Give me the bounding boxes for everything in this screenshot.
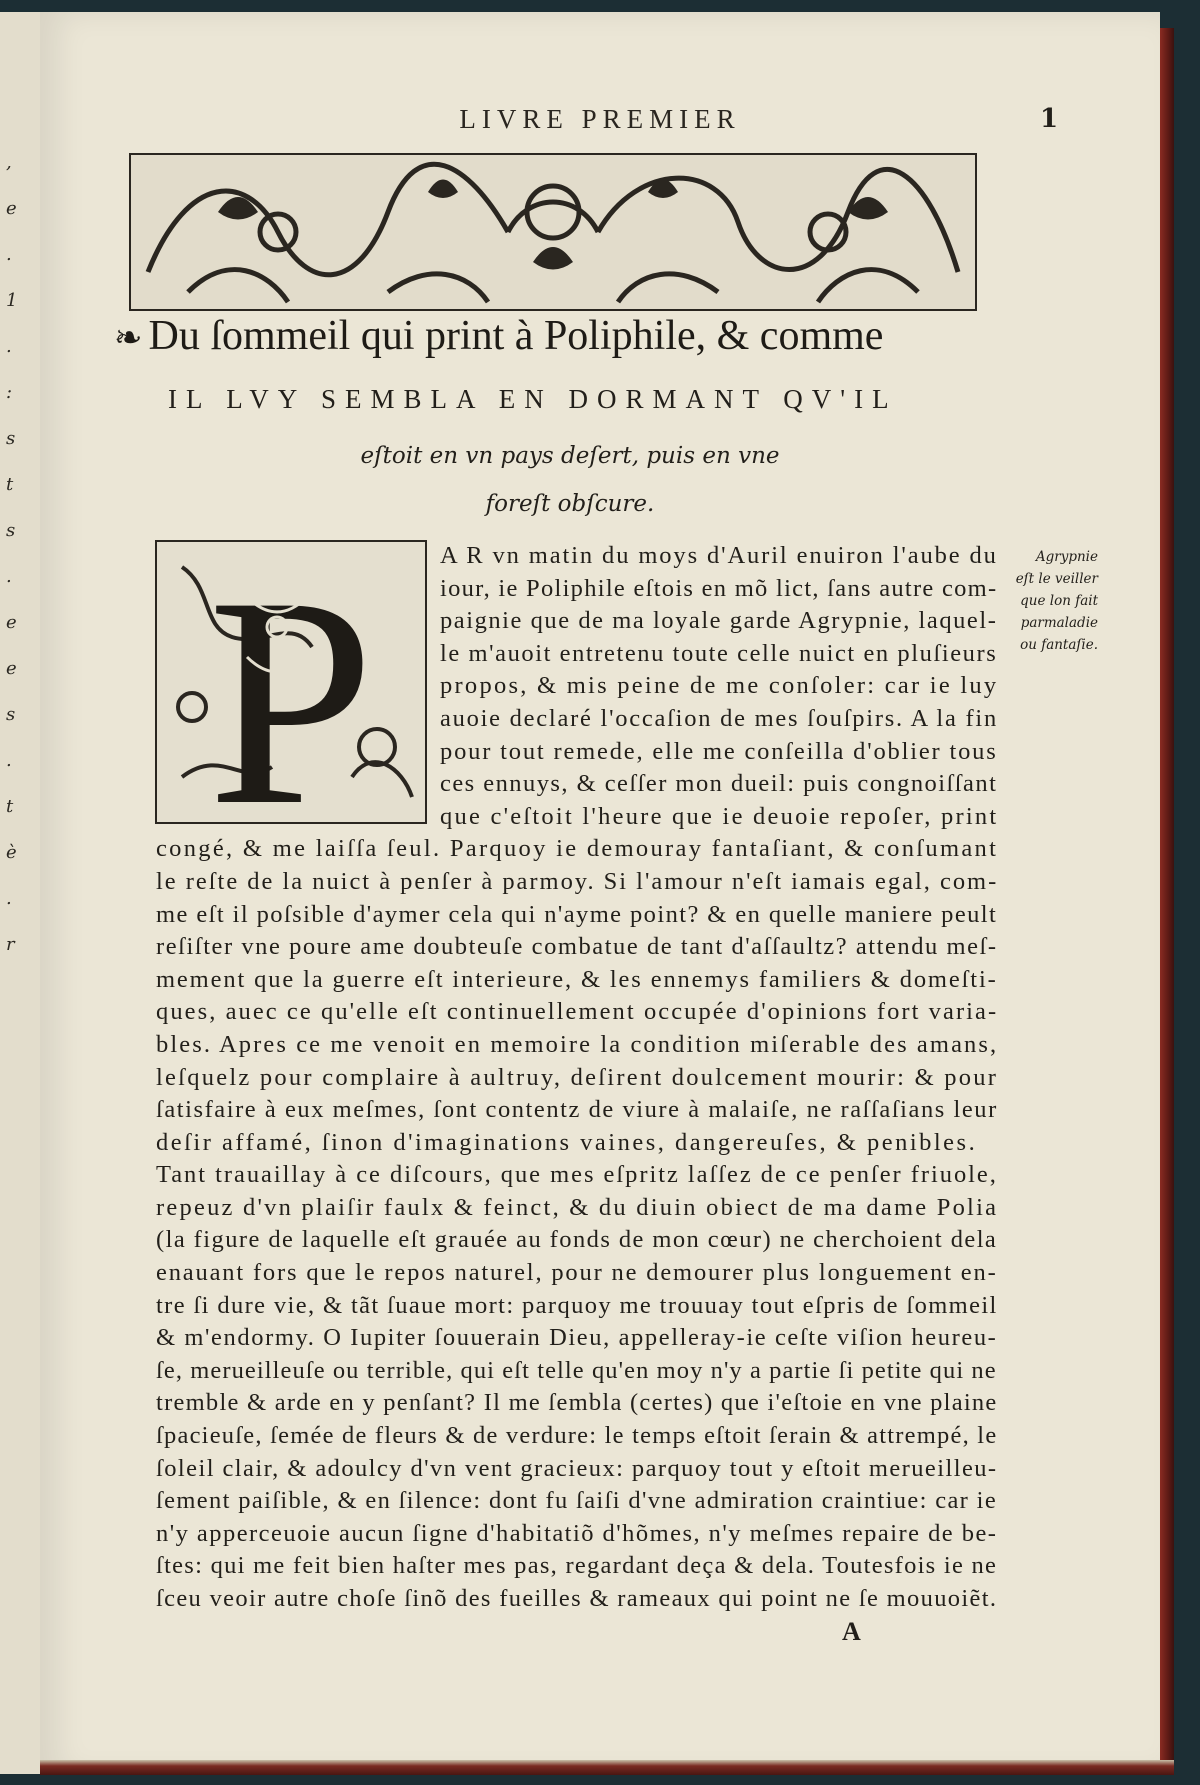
prev-page-mark: s xyxy=(6,704,16,725)
prev-page-mark: e xyxy=(6,612,17,633)
chapter-subtitle-caps: IL LVY SEMBLA EN DORMANT QV'IL xyxy=(168,384,898,414)
marginal-note-line: eſt le veiller xyxy=(1015,571,1098,587)
text-line: iour, ie Poliphile eſtois en mõ lict, ſans autre com- xyxy=(440,574,998,602)
text-line: leſquelz pour complaire à aultruy, deſirent doulcement mourir: & pour xyxy=(156,1063,999,1091)
text-line: congé, & me laiſſa ſeul. Parquoy ie demouray fantaſiant, & conſumant xyxy=(156,835,999,863)
prev-page-mark: , xyxy=(6,152,12,173)
text-line: propos, & mis peine de me conſoler: car ie luy xyxy=(440,672,999,700)
chapter-title xyxy=(114,312,1014,360)
text-line: paignie que de ma loyale garde Agrypnie, laquel- xyxy=(440,607,998,635)
text-line: deſir affamé, ſinon d'imaginations vaines, dangereuſes, & penibles. xyxy=(156,1128,978,1156)
text-line: ſpacieuſe, ſemée de fleurs & de verdure: le temps eſtoit ſerain & attrempé, le xyxy=(156,1422,998,1450)
marginal-note-line: ou fantaſie. xyxy=(1020,637,1098,653)
book-edge-bottom xyxy=(40,1760,1174,1775)
previous-page-edge xyxy=(0,12,41,1774)
text-line: ſtes: qui me feit bien haſter mes pas, regardant deça & dela. Toutesfois ie ne xyxy=(156,1552,998,1580)
prev-page-mark: . xyxy=(6,750,12,771)
prev-page-mark: r xyxy=(6,934,15,955)
marginal-note xyxy=(998,546,1098,656)
book-edge-right xyxy=(1160,28,1174,1768)
text-line: A R vn matin du moys d'Auril enuiron l'aube du xyxy=(440,542,998,569)
prev-page-mark: . xyxy=(6,336,12,357)
marginal-note-line: Agrypnie xyxy=(1035,549,1098,565)
text-line: mement que la guerre eſt interieure, & les ennemys familiers & domeſti- xyxy=(156,965,998,993)
book-page xyxy=(40,12,1160,1775)
text-line: (la figure de laquelle eſt grauée au fonds de mon cœur) ne cherchoient dela xyxy=(156,1226,998,1254)
text-line: que c'eſtoit l'heure que ie deuoie repoſer, print xyxy=(440,802,999,830)
text-line: tre ſi dure vie, & tãt ſuaue mort: parquoy me trouuay tout eſpris de ſommeil xyxy=(156,1291,998,1319)
prev-page-mark: e xyxy=(6,198,17,219)
ornamental-headpiece xyxy=(128,152,978,312)
prev-page-mark: 1 xyxy=(6,290,18,311)
text-line: ſement paiſible, & en ſilence: dont fu ſaiſi d'vne admiration craintiue: car ie xyxy=(156,1487,998,1515)
text-line: reſiſter vne poure ame doubteuſe combatue de tant d'aſſaultz? attendu meſ- xyxy=(156,933,998,961)
text-line: me eſt il poſsible d'aymer cela qui n'ayme point? & en quelle maniere peult xyxy=(156,900,998,928)
fleuron-icon: ❧ xyxy=(114,320,143,357)
prev-page-mark: . xyxy=(6,888,12,909)
text-line: tremble & arde en y penſant? Il me ſembla (certes) que i'eſtoie en vne plaine xyxy=(156,1389,998,1417)
text-line: n'y apperceuoie aucun ſigne d'habitatiõ d'hõmes, n'y meſmes repaire de be- xyxy=(156,1519,998,1547)
text-line: ces ennuys, & ceſſer mon dueil: puis congnoiſſant xyxy=(440,770,998,798)
catchword: A xyxy=(842,1617,861,1646)
text-line: ſatisfaire à eux meſmes, ſont contentz de viure à malaiſe, ne raſſaſians leur xyxy=(156,1096,998,1124)
text-line: & m'endormy. O Iupiter ſouuerain Dieu, appelleray-ie ceſte viſion heureu- xyxy=(156,1324,998,1352)
dropcap-letter: P xyxy=(207,537,375,827)
prev-page-mark: s xyxy=(6,428,16,449)
text-line: bles. Apres ce me venoit en memoire la condition miſerable des amans, xyxy=(156,1030,999,1058)
text-line: enauant fors que le repos naturel, pour ne demourer plus longuement en- xyxy=(156,1259,998,1287)
prev-page-mark: . xyxy=(6,566,12,587)
folio-number: 1 xyxy=(1040,104,1059,134)
prev-page-mark: t xyxy=(6,796,14,817)
prev-page-mark: : xyxy=(6,382,13,403)
prev-page-mark: t xyxy=(6,474,14,495)
body-text xyxy=(156,540,999,1616)
marginal-note-line: parmaladie xyxy=(1020,615,1098,631)
prev-page-mark: s xyxy=(6,520,16,541)
marginal-note-line: que lon fait xyxy=(1020,593,1098,609)
chapter-title-text: Du ſommeil qui print à Poliphile, & comme xyxy=(148,313,884,359)
prev-page-mark: . xyxy=(6,244,12,265)
text-line: repeuz d'vn plaiſir faulx & feinct, & du diuin obiect de ma dame Polia xyxy=(156,1193,999,1221)
chapter-subtitle-italic xyxy=(40,432,1100,528)
text-line: ſceu veoir autre choſe ſinõ des fueilles & rameaux qui point ne ſe mouuoiẽt. xyxy=(156,1585,998,1612)
text-line: ques, auec ce qu'elle eſt continuellement occupée d'opinions fort varia- xyxy=(156,998,999,1026)
chapter-italic-line: eſtoit en vn pays deſert, puis en vne xyxy=(360,443,780,469)
running-head: LIVRE PREMIER xyxy=(459,104,741,134)
text-line: le reſte de la nuict à penſer à parmoy. Si l'amour n'eſt iamais egal, com- xyxy=(156,867,999,895)
text-line: le m'auoit entretenu toute celle nuict en pluſieurs xyxy=(440,639,998,667)
prev-page-mark: è xyxy=(6,842,17,863)
text-line: pour tout remede, elle me conſeilla d'oblier tous xyxy=(440,737,998,765)
text-line: Tant trauaillay à ce diſcours, que mes eſpritz laſſez de ce penſer friuole, xyxy=(156,1161,998,1189)
chapter-italic-line: foreſt obſcure. xyxy=(485,491,655,517)
text-line: ſoleil clair, & adoulcy d'vn vent gracieux: parquoy tout y eſtoit merueilleu- xyxy=(156,1454,998,1482)
text-line: auoie declaré l'occaſion de mes ſouſpirs. A la fin xyxy=(440,704,998,732)
prev-page-mark: e xyxy=(6,658,17,679)
text-line: ſe, merueilleuſe ou terrible, qui eſt telle qu'en moy n'y a partie ſi petite qui ne xyxy=(156,1356,997,1384)
